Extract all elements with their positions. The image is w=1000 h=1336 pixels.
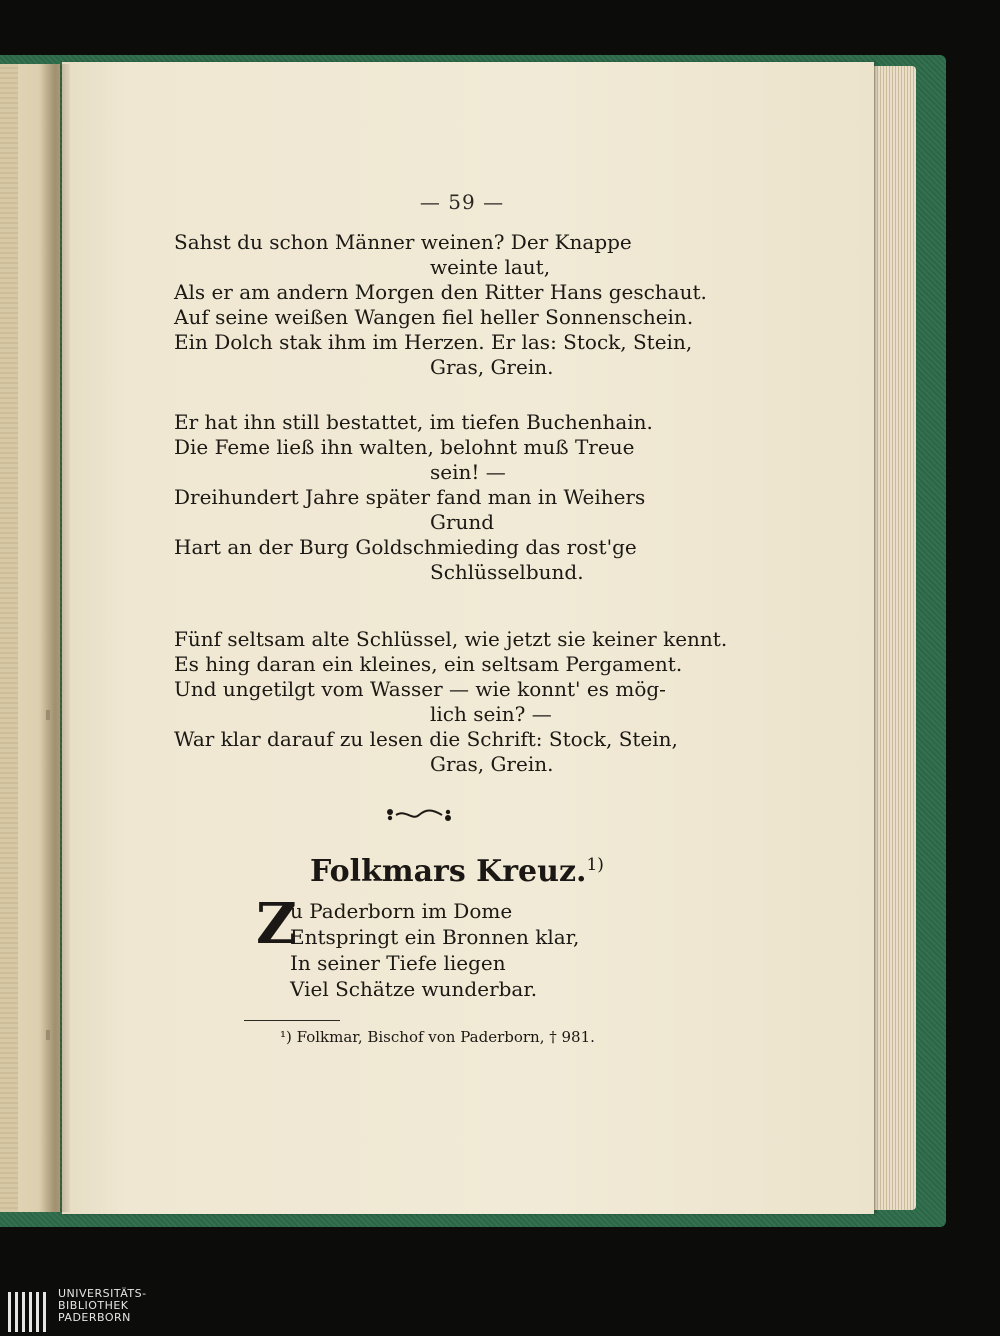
verse-line: Es hing daran ein kleines, ein seltsam Pergament. (174, 652, 683, 676)
verse-continuation: Grund (430, 510, 495, 534)
stanza-3 (174, 627, 728, 777)
footnote: ¹) Folkmar, Bischof von Paderborn, † 981. (280, 1028, 595, 1046)
verse-continuation: Gras, Grein. (430, 355, 554, 379)
poem-line: Viel Schätze wunderbar. (290, 977, 538, 1001)
verse-line: Dreihundert Jahre später fand man in Weihers (174, 485, 646, 509)
footer-bar (0, 1286, 1000, 1336)
poem-line: u Paderborn im Dome (290, 899, 513, 923)
stanza-2 (174, 410, 714, 585)
verse-line: Ein Dolch stak ihm im Herzen. Er las: Stock, Stein, (174, 330, 693, 354)
poem-title-text: Folkmars Kreuz. (310, 854, 587, 889)
verse-line: Die Feme ließ ihn walten, belohnt muß Treue (174, 435, 635, 459)
binding-mark (46, 710, 50, 720)
verse-line: Fünf seltsam alte Schlüssel, wie jetzt sie keiner kennt. (174, 627, 728, 651)
stanza-1 (174, 230, 714, 380)
library-name (58, 1288, 147, 1324)
verse-line: Hart an der Burg Goldschmieding das rost'ge (174, 535, 637, 559)
verse-continuation: lich sein? — (430, 702, 552, 726)
poem-stanza (262, 898, 579, 1002)
library-line-1: UNIVERSITÄTS- (58, 1287, 147, 1300)
page-number: — 59 — (419, 190, 505, 214)
library-line-2: BIBLIOTHEK (58, 1299, 129, 1312)
verse-line: Als er am andern Morgen den Ritter Hans geschaut. (174, 280, 707, 304)
poem-line: In seiner Tiefe liegen (290, 951, 506, 975)
verse-continuation: sein! — (430, 460, 506, 484)
verse-continuation: Schlüsselbund. (430, 560, 584, 584)
verse-line: Und ungetilgt vom Wasser — wie konnt' es mög- (174, 677, 666, 701)
footnote-rule (244, 1020, 340, 1021)
drop-cap: Z (256, 891, 297, 957)
verse-continuation: weinte laut, (430, 255, 551, 279)
left-page-block (0, 64, 18, 1212)
ornament-vignette (384, 807, 454, 823)
library-line-3: PADERBORN (58, 1311, 131, 1324)
verse-line: Er hat ihn still bestattet, im tiefen Buchenhain. (174, 410, 653, 434)
binding-mark (46, 1030, 50, 1040)
library-logo-icon (6, 1290, 48, 1334)
verse-line: Auf seine weißen Wangen fiel heller Sonnenschein. (174, 305, 694, 329)
poem-line: Entspringt ein Bronnen klar, (290, 925, 580, 949)
poem-title (310, 854, 610, 889)
verse-line: Sahst du schon Männer weinen? Der Knappe (174, 230, 632, 254)
book-page (62, 62, 874, 1214)
verse-continuation: Gras, Grein. (430, 752, 554, 776)
book-gutter-shadow (40, 64, 70, 1212)
verse-line: War klar darauf zu lesen die Schrift: Stock, Stein, (174, 727, 678, 751)
footnote-marker: 1) (586, 855, 604, 875)
